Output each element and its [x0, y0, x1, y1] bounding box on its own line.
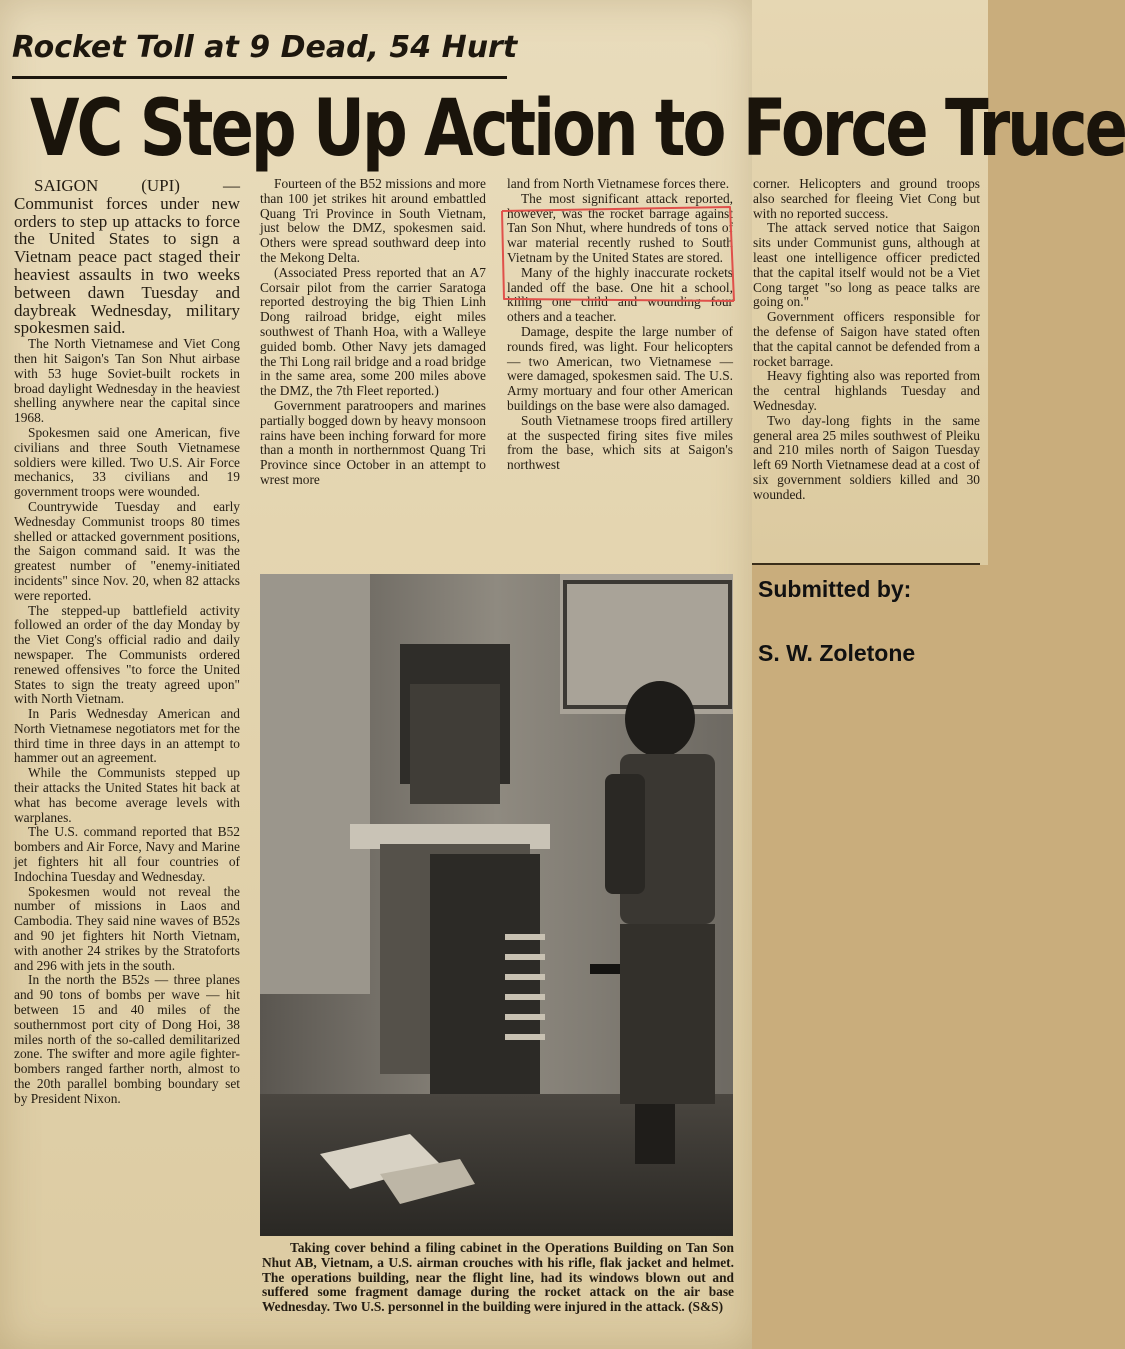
- article-paragraph: The North Vietnamese and Viet Cong then hit Saigon's Tan Son Nhut airbase with 53 huge Soviet-built rockets in broad daylight Wednesday in the heaviest shelling anywhere near the capital since 1968.: [14, 336, 240, 426]
- lead-paragraph: [14, 177, 240, 337]
- photo-illustration: [260, 574, 733, 1236]
- article-paragraph: Government paratroopers and marines partially bogged down by heavy monsoon rains have been inching forward for more than a month in northernmost Quang Tri Province since October in an attempt to wrest more: [260, 397, 486, 487]
- article-paragraph: Two day-long fights in the same general area 25 miles southwest of Pleiku and 210 miles north of Saigon Tuesday left 69 North Vietnamese dead at a cost of six government soldiers killed and 30 wounded.: [753, 412, 980, 502]
- continuation-text: corner. Helicopters and ground troops also searched for fleeing Viet Cong but with no reported success.: [753, 176, 980, 221]
- article-paragraph: The attack served notice that Saigon sits under Communist guns, although at least one intelligence officer predicted that the capital itself would not be a Viet Cong target "so long as peace talks are going on.": [753, 220, 980, 310]
- article-column-2: [260, 177, 486, 561]
- main-headline: VC Step Up Action to Force Truce: [30, 84, 1125, 175]
- article-paragraph: While the Communists stepped up their attacks the United States hit back at what has become average levels with warplanes.: [14, 765, 240, 825]
- article-column-4: [753, 177, 980, 561]
- article-paragraph: In the north the B52s — three planes and 90 tons of bombs per wave — hit between 15 and 40 miles of the southernmost port city of Dong Hoi, 38 miles north of the so-called demilitarized zone. The swifter and more agile fighter-bombers ranged farther north, almost to the 20th parallel bombing boundary set by President Nixon.: [14, 972, 240, 1106]
- kicker-rule: [12, 76, 507, 79]
- highlighted-paragraph: The most significant attack reported, however, was the rocket barrage against Tan Son Nhut, where hundreds of tons of war material recently rushed to South Vietnam by the United States are stored.: [507, 190, 733, 265]
- submitted-by-label: Submitted by:: [758, 576, 912, 602]
- article-column-1: [14, 177, 240, 1332]
- column-end-rule: [752, 563, 980, 565]
- article-paragraph: Heavy fighting also was reported from the central highlands Tuesday and Wednesday.: [753, 368, 980, 413]
- article-paragraph: Countrywide Tuesday and early Wednesday Communist troops 80 times shelled or attacked government positions, the Saigon command said. It was the greatest number of "enemy-initiated incidents" since Nov. 20, when 82 attacks were reported.: [14, 498, 240, 603]
- article-paragraph: Spokesmen said one American, five civilians and three South Vietnamese soldiers were killed. Two U.S. Air Force mechanics, 33 civilians and 19 government troops were wounded.: [14, 424, 240, 500]
- article-paragraph: (Associated Press reported that an A7 Corsair pilot from the carrier Saratoga reported destroying the big Thien Linh Dong railroad bridge, eight miles southwest of Thanh Hoa, with a Walleye guided bomb. Other Navy jets damaged the Thi Long rail bridge and a road bridge in the same area, some 200 miles above the DMZ, the 7th Fleet reported.): [260, 264, 486, 399]
- article-paragraph: Spokesmen would not reveal the number of missions in Laos and Cambodia. They said nine waves of B52s and 90 jet fighters hit North Vietnam, with another 24 strikes by the Stratoforts and 296 with jets in the south.: [14, 883, 240, 973]
- article-paragraph: South Vietnamese troops fired artillery at the suspected firing sites five miles from the base, which sits at Saigon's northwest: [507, 412, 733, 473]
- article-paragraph: Fourteen of the B52 missions and more than 100 jet strikes hit around embattled Quang Tri Province in South Vietnam, just below the DMZ, spokesmen said. Others were spread southward deep into the Mekong Delta.: [260, 176, 486, 265]
- article-column-3: [507, 177, 733, 561]
- article-paragraph: In Paris Wednesday American and North Vietnamese negotiators met for the third time in three days in an attempt to hammer out an agreement.: [14, 706, 240, 766]
- lead-text: SAIGON (UPI) — Communist forces under new orders to step up attacks to force the United States to sign a Vietnam peace pact staged their heaviest assaults in two weeks between dawn Tuesday and daybreak Wednesday, military spokesmen said.: [14, 176, 240, 338]
- article-paragraph: Many of the highly inaccurate rockets landed off the base. One hit a school, killing one child and wounding four others and a teacher.: [507, 264, 733, 325]
- news-photo-airman: [260, 574, 733, 1236]
- kicker-headline: Rocket Toll at 9 Dead, 54 Hurt: [12, 30, 518, 65]
- article-paragraph: The stepped-up battlefield activity followed an order of the day Monday by the Viet Cong's official radio and daily newspaper. The Communists ordered renewed offensives "to force the United States to sign the treaty agreed upon" with North Vietnam.: [14, 602, 240, 707]
- submitter-name: S. W. Zoletone: [758, 640, 916, 666]
- article-paragraph: Government officers responsible for the defense of Saigon have stated often that the capital cannot be defended from a rocket barrage.: [753, 309, 980, 369]
- continuation-text: land from North Vietnamese forces there.: [507, 176, 730, 191]
- photo-caption: Taking cover behind a filing cabinet in the Operations Building on Tan Son Nhut AB, Vietnam, a U.S. airman crouches with his rifle, flak jacket and helmet. The operations building, near the flight line, had its windows blown out and suffered some fragment damage during the rocket attack on the air base Wednesday. Two U.S. personnel in the building were injured in the attack. (S&S): [262, 1240, 734, 1315]
- article-paragraph: The U.S. command reported that B52 bombers and Air Force, Navy and Marine jet fighters hit all four countries of Indochina Tuesday and Wednesday.: [14, 824, 240, 884]
- article-paragraph: Damage, despite the large number of rounds fired, was light. Four helicopters — two American, two Vietnamese — were damaged, spokesmen said. The U.S. Army mortuary and four other American buildings on the base were also damaged.: [507, 323, 733, 413]
